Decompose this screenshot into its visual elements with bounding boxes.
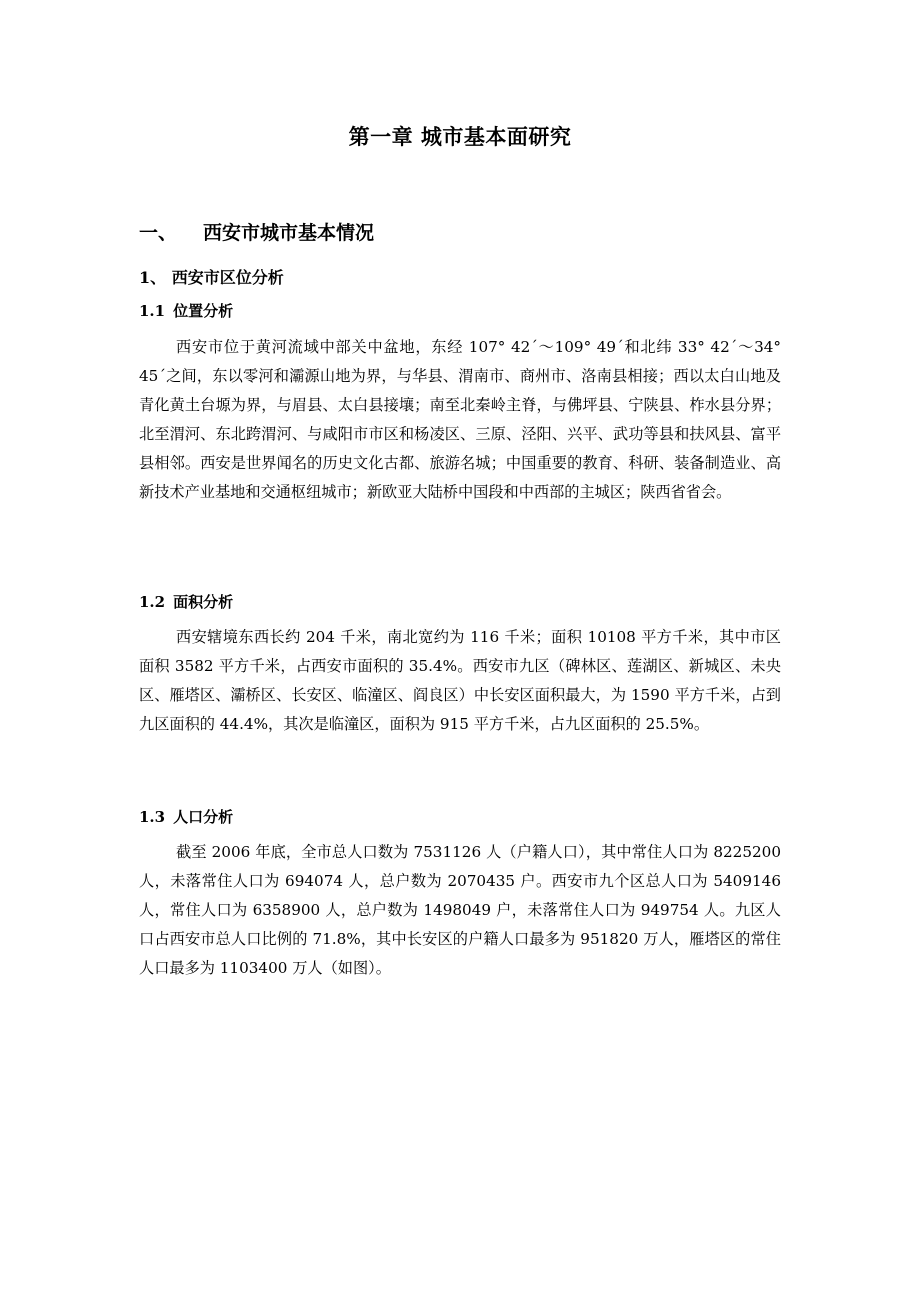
paragraph-area: 西安辖境东西长约 204 千米，南北宽约为 116 千米；面积 10108 平方千米，其中市区面积 3582 平方千米，占西安市面积的 35.4%。西安市九区（碑林区、莲湖区、新城区、未央区、雁塔区、灞桥区、长安区、临潼区、阎良区）中长安区面积最大，为 1590 平方千米，占到九区面积的 44.4%，其次是临潼区，面积为 915 平方千米，占九区面积的 25.5%。 bbox=[139, 628, 781, 733]
subsection-title: 1、 西安市区位分析 bbox=[139, 268, 284, 287]
heading-number: 1.2 bbox=[139, 593, 166, 611]
heading-number: 1.3 bbox=[139, 808, 166, 826]
paragraph-population: 截至 2006 年底，全市总人口数为 7531126 人（户籍人口），其中常住人口为 8225200 人，未落常住人口为 694074 人，总户数为 2070435 户。西安市九个区总人口为 5409146 人，常住人口为 6358900 人，总户数为 1498049 户，未落常住人口为 949754 人。九区人口占西安市总人口比例的 71.8%，其中长安区的户籍人口最多为 951820 万人，雁塔区的常住人口最多为 1103400 万人（如图）。 bbox=[139, 843, 781, 977]
section-number: 一、 bbox=[139, 222, 178, 244]
heading-text: 位置分析 bbox=[173, 302, 234, 320]
heading-text: 人口分析 bbox=[173, 808, 234, 826]
section-title-text: 西安市城市基本情况 bbox=[203, 222, 375, 244]
heading-population-analysis bbox=[139, 806, 233, 827]
chapter-title: 第一章 城市基本面研究 bbox=[348, 124, 572, 149]
heading-area-analysis bbox=[139, 591, 233, 612]
section-title bbox=[139, 218, 374, 245]
heading-text: 面积分析 bbox=[173, 593, 234, 611]
heading-number: 1.1 bbox=[139, 302, 166, 320]
paragraph-location: 西安市位于黄河流域中部关中盆地，东经 107° 42´～109° 49´和北纬 33° 42´～34° 45´之间，东以零河和灞源山地为界，与华县、渭南市、商州市、洛南县相接；西以太白山地及青化黄土台塬为界，与眉县、太白县接壤；南至北秦岭主脊，与佛坪县、宁陕县、柞水县分界；北至渭河、东北跨渭河、与咸阳市市区和杨凌区、三原、泾阳、兴平、武功等县和扶风县、富平县相邻。西安是世界闻名的历史文化古都、旅游名城；中国重要的教育、科研、装备制造业、高新技术产业基地和交通枢纽城市；新欧亚大陆桥中国段和中西部的主城区；陕西省省会。 bbox=[139, 338, 781, 501]
heading-location-analysis bbox=[139, 300, 233, 321]
